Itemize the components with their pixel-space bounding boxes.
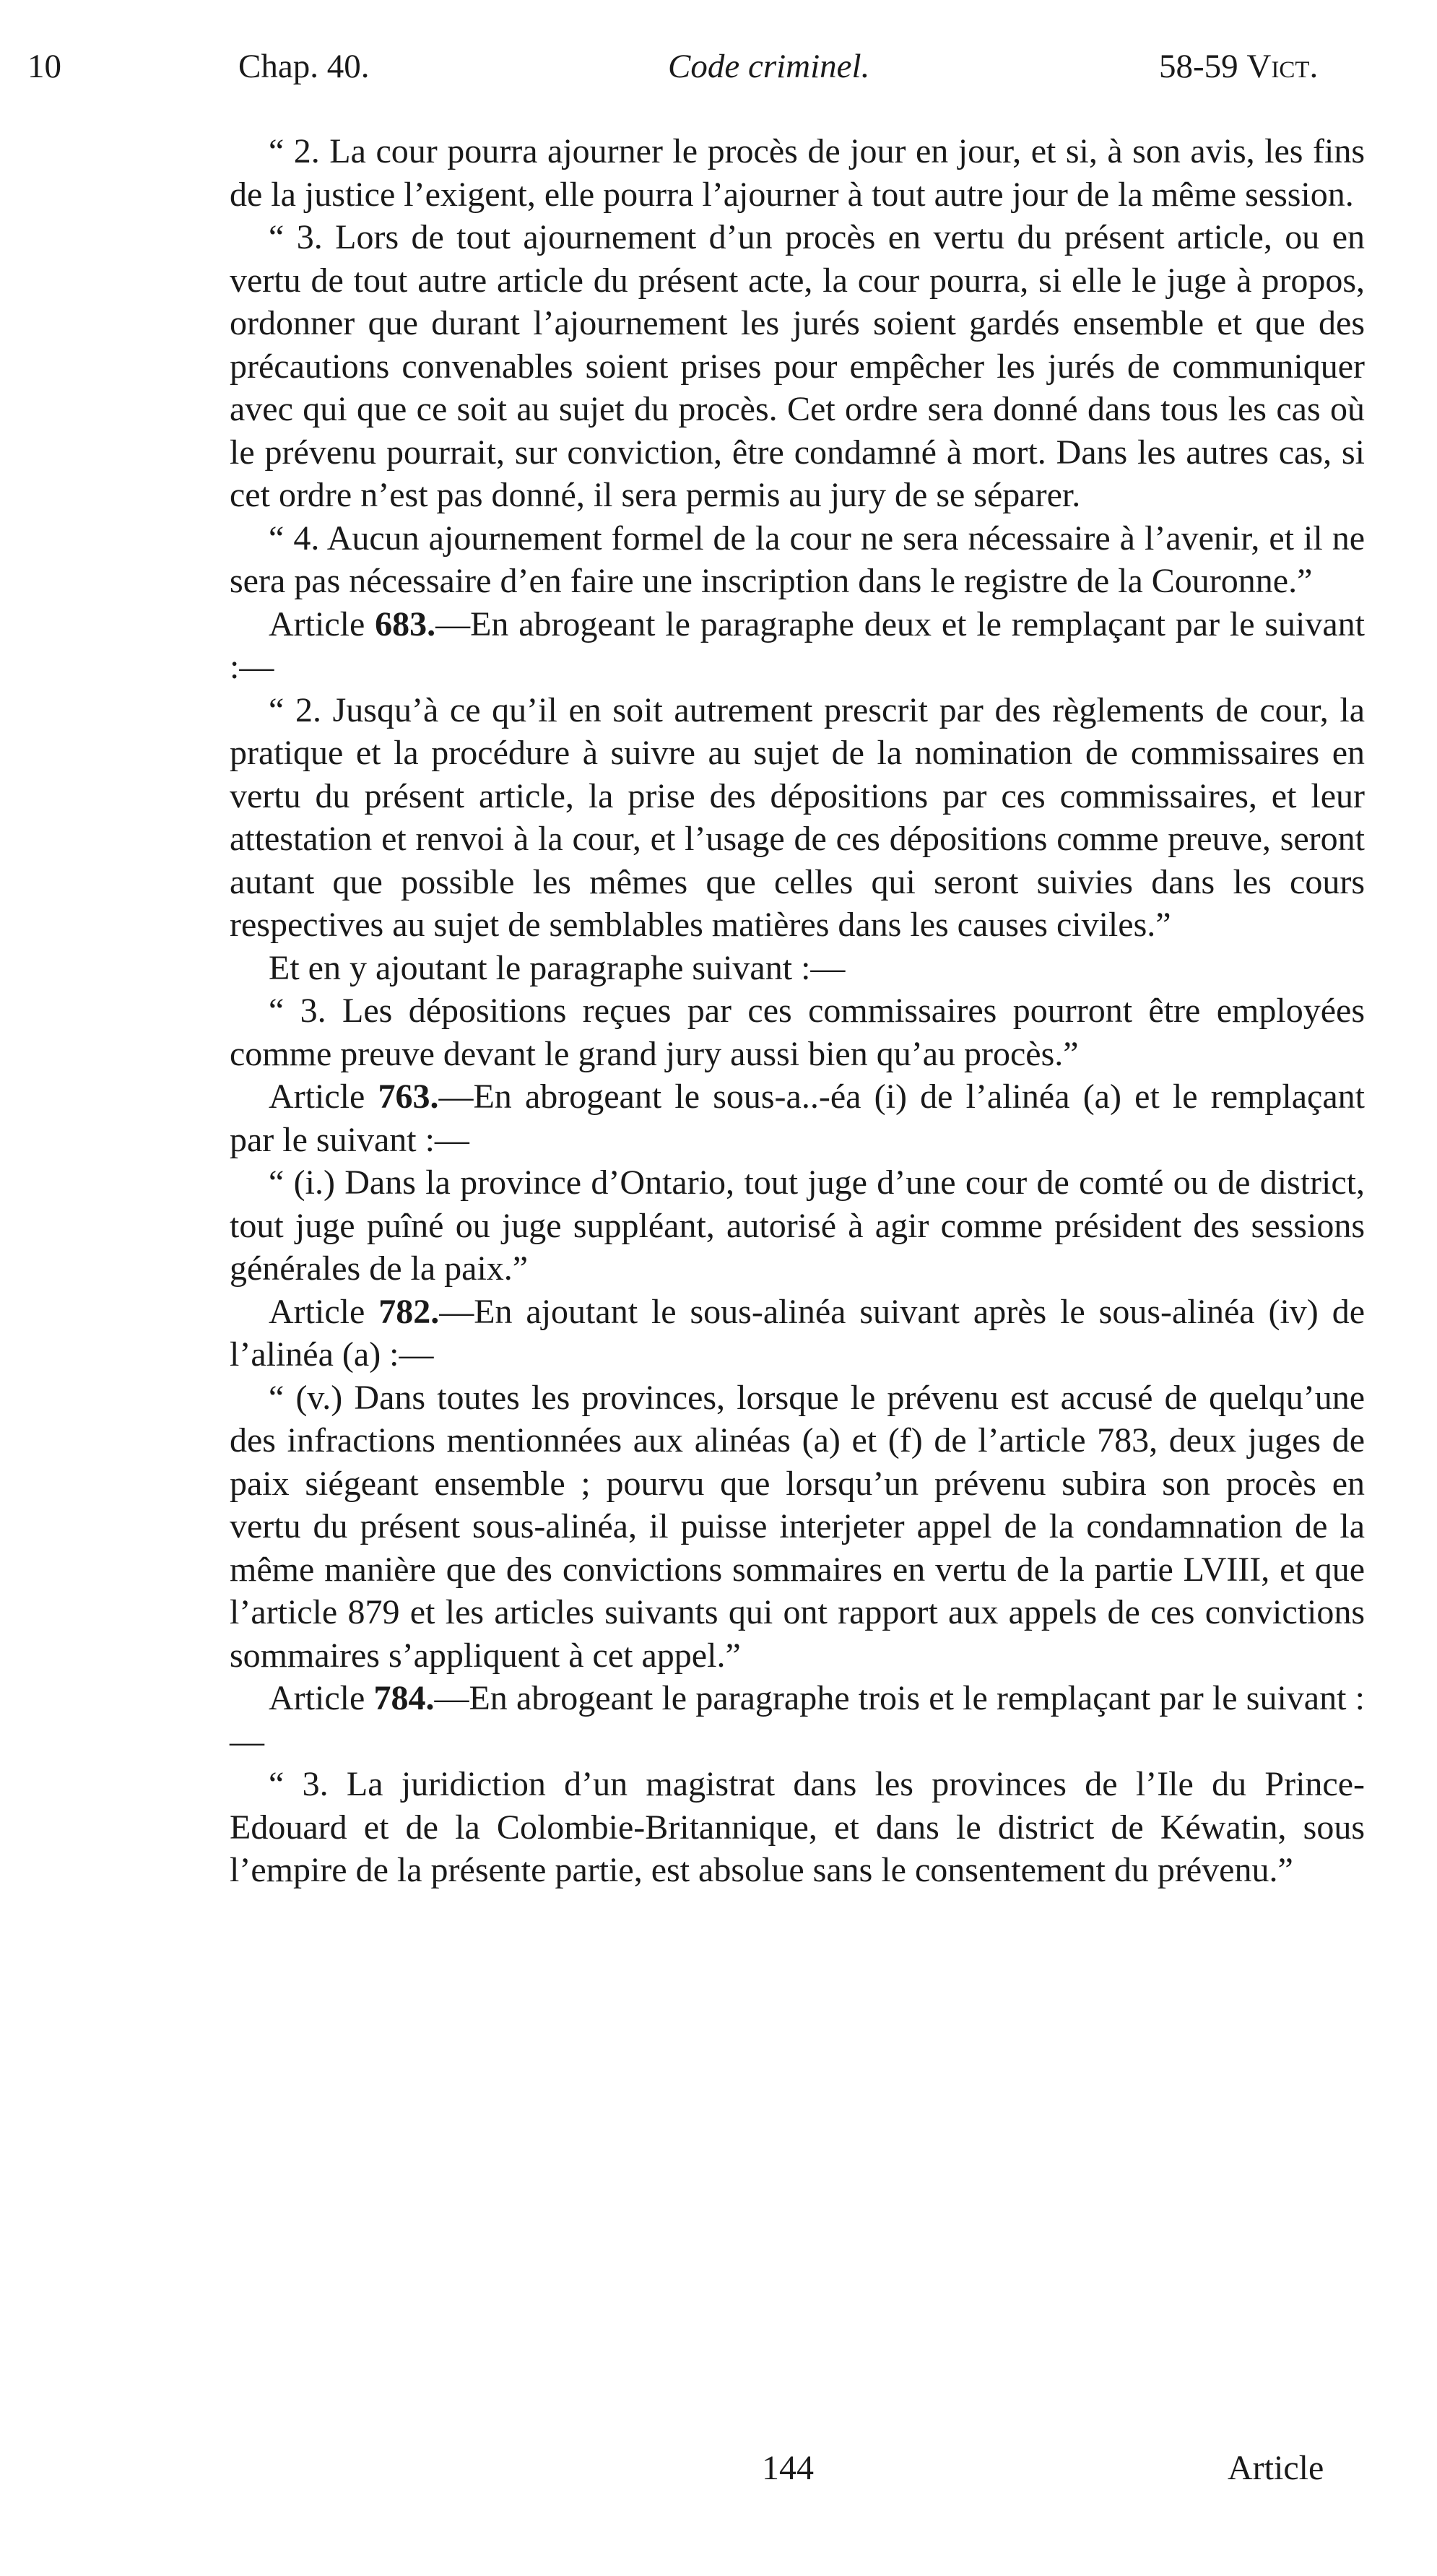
- article-prefix: Article: [269, 604, 375, 643]
- paragraph-3: “ 4. Aucun ajournement formel de la cour ne sera nécessaire à l’avenir, et il ne sera pas nécessaire d’en faire une inscription dans le registre de la Couronne.”: [230, 519, 1365, 600]
- article-prefix: Article: [269, 1679, 374, 1717]
- catchword: Article: [1228, 2449, 1324, 2487]
- page-number: 10: [27, 48, 61, 85]
- paragraph-5: “ 2. Jusqu’à ce qu’il en soit autrement prescrit par des règlements de cour, la pratique et la procédure à suivre au sujet de la nomination de commissaires en vertu du présent article, la prise des dépositions par ces commissaires, et leur attestation et renvoi à la cour, et l’usage de ces dépositions comme preuve, seront autant que possible les mêmes que celles qui seront suivies dans les cours respectives au sujet de semblables matières dans les causes civiles.”: [230, 690, 1365, 944]
- regnal-year: [1159, 45, 1318, 88]
- regnal-year-number: 58-59: [1159, 48, 1238, 85]
- article-prefix: Article: [269, 1077, 378, 1116]
- article-text: —En abrogeant le paragraphe deux et le remplaçant par le suivant :—: [230, 604, 1366, 686]
- article-683-heading: [230, 603, 1365, 689]
- article-763-heading: [230, 1075, 1365, 1161]
- article-text: —En abrogeant le sous-a..-éa (i) de l’alinéa (a) et le remplaçant par le suivant :—: [230, 1077, 1366, 1159]
- article-number: 763.: [378, 1077, 439, 1116]
- article-text: —En ajoutant le sous-alinéa suivant après le sous-alinéa (iv) de l’alinéa (a) :—: [230, 1292, 1366, 1374]
- paragraph-1: “ 2. La cour pourra ajourner le procès de jour en jour, et si, à son avis, les fins de la justice l’exigent, elle pourra l’ajourner à tout autre jour de la même session.: [230, 132, 1365, 214]
- paragraph-13: “ 3. La juridiction d’un magistrat dans les provinces de l’Ile du Prince-Edouard et de la Colombie-Britannique, et dans le district de Kéwatin, sous l’empire de la présente partie, est absolue sans le consentement du prévenu.”: [230, 1765, 1365, 1889]
- article-784-heading: [230, 1677, 1365, 1763]
- article-782-heading: [230, 1291, 1365, 1376]
- article-number: 683.: [375, 604, 436, 643]
- paragraph-6: Et en y ajoutant le paragraphe suivant :—: [269, 948, 846, 987]
- article-prefix: Article: [269, 1292, 379, 1331]
- paragraph-11: “ (v.) Dans toutes les provinces, lorsque le prévenu est accusé de quelqu’une des infractions mentionnées aux alinéas (a) et (f) de l’article 783, deux juges de paix siégeant ensemble ; pourvu que lorsqu’un prévenu subira son procès en vertu du présent sous-alinéa, il puisse interjeter appel de la condamnation de la même manière que des convictions sommaires en vertu de la partie LVIII, et que l’article 879 et les articles suivants qui ont rapport aux appels de ces convictions sommaires s’appliquent à cet appel.”: [230, 1378, 1365, 1675]
- chapter-label: Chap. 40.: [238, 48, 370, 85]
- article-number: 782.: [378, 1292, 440, 1331]
- regnal-reign: Vict.: [1246, 48, 1319, 85]
- article-number: 784.: [373, 1679, 435, 1717]
- paragraph-9: “ (i.) Dans la province d’Ontario, tout juge d’une cour de comté ou de district, tout juge puîné ou juge suppléant, autorisé à agir comme président des sessions générales de la paix.”: [230, 1163, 1365, 1288]
- body-text: [230, 130, 1365, 1892]
- paragraph-2: “ 3. Lors de tout ajournement d’un procès en vertu du présent article, ou en vertu de tout autre article du présent acte, la cour pourra, si elle le juge à propos, ordonner que durant l’ajournement les jurés soient gardés ensemble et que des précautions convenables soient prises pour empêcher les jurés de communiquer avec qui que ce soit au sujet du procès. Cet ordre sera donné dans tous les cas où le prévenu pourrait, sur conviction, être condamné à mort. Dans les autres cas, si cet ordre n’est pas donné, il sera permis au jury de se séparer.: [230, 218, 1365, 514]
- article-text: —En abrogeant le paragraphe trois et le remplaçant par le suivant :—: [230, 1679, 1365, 1761]
- signature-number: 144: [762, 2449, 814, 2487]
- paragraph-7: “ 3. Les dépositions reçues par ces commissaires pourront être employées comme preuve devant le grand jury aussi bien qu’au procès.”: [230, 992, 1365, 1073]
- running-title: Code criminel.: [668, 48, 870, 85]
